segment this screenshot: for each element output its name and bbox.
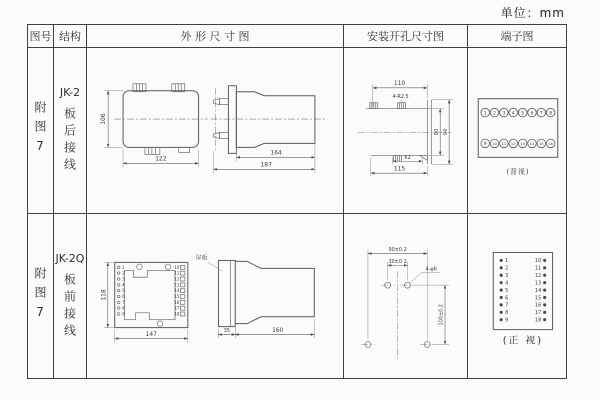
jk2q-terminal-right-column [535,258,546,323]
unit-label: 单位：mm [500,6,565,20]
jk2q-install-view [361,247,449,360]
dim-install-h: 100±0.2 [438,304,445,326]
header-outline: 外 形 尺 寸 图 [87,25,344,48]
terminal-number: 2 [493,111,496,117]
terminal-number: 3 [505,273,509,280]
row2-structure: 板前接线 [62,272,77,341]
terminal-number: 15 [174,293,180,299]
terminal-caption-front-view: (正 视) [502,335,544,347]
terminal-number: 16 [534,302,542,309]
terminal-number: 16 [548,141,553,146]
row1-fig-no: 附图7 [33,101,47,160]
dim-panel-depth: 35 [223,328,230,335]
terminal-number: 14 [174,288,180,294]
dim-install-inner-w: 30±0.2 [388,258,407,265]
terminal-number: 5 [521,111,525,117]
terminal-number: 9 [505,317,509,324]
terminal-number: 16 [174,299,180,305]
dim-side-depth: 160 [272,328,284,335]
dim-install-bottom-inner: 62 [404,154,411,161]
row2-model: JK-2Q [55,251,85,265]
dim-front-width: 122 [155,155,167,163]
terminal-number: 1 [505,258,509,265]
terminal-number: 17 [174,305,180,311]
row1-terminal-cell [468,48,566,214]
terminal-number: 3 [122,276,125,282]
row1-structure: 板后接线 [62,107,77,175]
jk2-side-view [211,86,326,173]
dim-install-inner-h: 80 [434,128,441,136]
terminal-number: 18 [534,317,542,324]
terminal-number: 15 [539,141,544,146]
dim-install-hole: 4-φ6 [425,266,437,273]
dim-install-outer-h: 94 [443,128,450,136]
jk2q-left-terminals [117,265,125,317]
spec-table [27,24,567,379]
panel-label: 屏板 [195,255,208,262]
jk2q-install-drawing [344,214,467,378]
dim-front-height: 106 [100,113,108,125]
terminal-number: 8 [122,305,125,311]
terminal-number: 15 [534,295,542,302]
dim-side-inner: 164 [270,149,282,157]
dim-install-top: 110 [393,79,406,87]
jk2q-right-terminals [174,265,184,317]
jk2-terminal-drawing [468,48,566,213]
header-structure: 结构 [54,25,87,48]
row2-outline-cell [87,214,344,378]
row1-outline-cell [87,48,344,214]
terminal-number: 13 [520,141,525,146]
jk2q-terminal-view [493,253,552,347]
header-fig-no: 图号 [28,25,54,48]
row1-fig-no-cell [28,48,54,214]
dim-front-width: 147 [145,332,157,339]
dim-side-total: 187 [260,161,272,169]
terminal-number: 11 [174,270,180,276]
terminal-number: 4 [505,280,509,287]
terminal-caption-back-view: (背视) [506,168,530,177]
row1-structure-cell [54,48,87,214]
terminal-number: 11 [534,265,542,272]
row2-structure-cell [54,214,87,378]
terminal-number: 18 [174,311,180,317]
terminal-number: 4 [122,282,125,288]
jk2q-terminal-drawing [468,214,566,378]
jk2-terminal-view [478,99,558,177]
header-terminal: 端子图 [468,25,566,48]
terminal-number: 8 [505,310,509,317]
row2-fig-no-cell [28,214,54,378]
terminal-number: 14 [534,287,542,294]
terminal-number: 2 [505,265,509,272]
terminal-number: 7 [539,111,543,117]
terminal-number: 5 [505,287,509,294]
terminal-number: 10 [174,264,180,270]
terminal-number: 1 [483,111,487,117]
terminal-number: 10 [492,141,497,146]
jk2-install-drawing [344,48,467,213]
terminal-number: 7 [122,299,125,305]
dim-install-outer-w: 90±0.2 [388,247,407,254]
terminal-number: 13 [174,282,180,288]
terminal-number: 9 [483,142,487,148]
terminal-number: 13 [534,280,542,287]
terminal-number: 5 [122,288,125,294]
terminal-number: 12 [510,141,516,146]
terminal-number: 6 [122,293,125,299]
terminal-number: 12 [534,273,542,280]
jk2-outline-drawing [87,48,343,213]
dim-install-hole: 4-R2.5 [392,93,409,100]
terminal-number: 4 [511,111,515,117]
terminal-number: 17 [534,310,542,317]
jk2q-side-view [196,253,315,338]
terminal-number: 12 [174,276,180,282]
terminal-number: 9 [122,311,125,317]
terminal-number: 6 [505,295,509,302]
row1-install-cell [344,48,468,214]
row2-install-cell [344,214,468,378]
jk2q-front-view [101,262,187,342]
dim-front-height: 118 [101,289,108,301]
terminal-number: 10 [534,258,542,265]
dim-install-bottom: 115 [393,165,406,173]
terminal-number: 2 [122,270,125,276]
terminal-number: 11 [501,141,507,146]
terminal-number: 6 [530,111,534,117]
row2-fig-no: 附图7 [33,266,47,326]
terminal-number: 14 [529,141,535,146]
row1-model: JK-2 [59,86,81,99]
terminal-number: 1 [122,264,125,270]
terminal-number: 7 [505,302,509,309]
header-install: 安装开孔尺寸图 [344,25,468,48]
row2-terminal-cell [468,214,566,378]
jk2-cutout-view [358,80,453,176]
terminal-number: 8 [549,111,553,117]
jk2-front-view [100,84,207,167]
jk2q-outline-drawing [87,214,343,378]
terminal-number: 3 [502,111,506,117]
